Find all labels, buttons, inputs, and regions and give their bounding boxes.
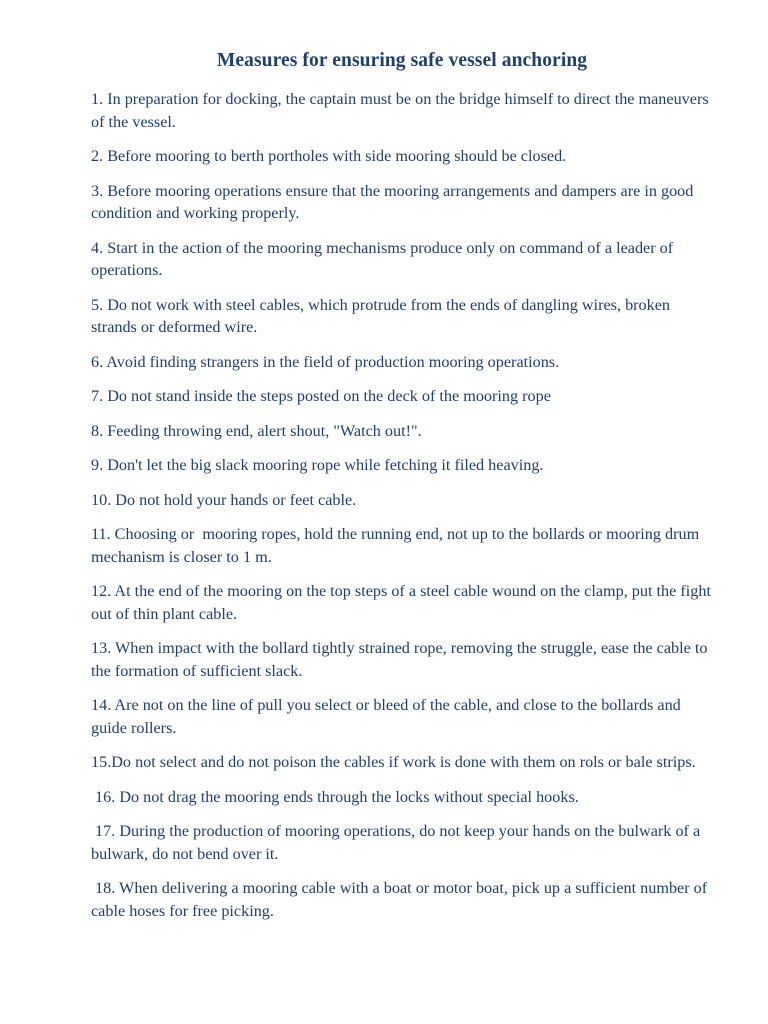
list-item: 11. Choosing or mooring ropes, hold the running end, not up to the bollards or mooring drum mechanism is closer to 1 m. bbox=[91, 525, 704, 566]
list-item: 1. In preparation for docking, the captain must be on the bridge himself to direct the maneuvers of the vessel. bbox=[91, 90, 713, 131]
list-item: 3. Before mooring operations ensure that the mooring arrangements and dampers are in good condition and working properly. bbox=[91, 181, 698, 222]
list-item: 5. Do not work with steel cables, which protrude from the ends of dangling wires, broken strands or deformed wire. bbox=[91, 295, 675, 336]
list-item: 7. Do not stand inside the steps posted on the deck of the mooring rope bbox=[91, 387, 551, 405]
list-item: 14. Are not on the line of pull you select or bleed of the cable, and close to the bollards and guide rollers. bbox=[91, 696, 685, 737]
measures-list bbox=[91, 88, 715, 934]
list-item: 2. Before mooring to berth portholes with side mooring should be closed. bbox=[91, 147, 567, 165]
list-item: 17. During the production of mooring operations, do not keep your hands on the bulwark of a bulwark, do not bend over it. bbox=[91, 822, 705, 863]
list-item: 18. When delivering a mooring cable with a boat or motor boat, pick up a sufficient number of cable hoses for free picking. bbox=[91, 879, 712, 920]
list-item: 6. Avoid finding strangers in the field of production mooring operations. bbox=[91, 352, 560, 371]
list-item: 12. At the end of the mooring on the top steps of a steel cable wound on the clamp, put the fight out of thin plant cable. bbox=[91, 582, 715, 623]
list-item: 16. Do not drag the mooring ends through the locks without special hooks. bbox=[91, 787, 579, 806]
list-item: 4. Start in the action of the mooring mechanisms produce only on command of a leader of operations. bbox=[91, 238, 678, 279]
list-item: 10. Do not hold your hands or feet cable. bbox=[91, 490, 357, 509]
list-item: 15.Do not select and do not poison the cables if work is done with them on rols or bale strips. bbox=[91, 753, 696, 771]
list-item: 8. Feeding throwing end, alert shout, "Watch out!". bbox=[91, 421, 422, 440]
list-item: 9. Don't let the big slack mooring rope while fetching it filed heaving. bbox=[91, 456, 544, 474]
list-item: 13. When impact with the bollard tightly strained rope, removing the struggle, ease the cable to the formation of sufficient slack. bbox=[91, 639, 712, 680]
page-title: Measures for ensuring safe vessel anchoring bbox=[216, 50, 588, 71]
